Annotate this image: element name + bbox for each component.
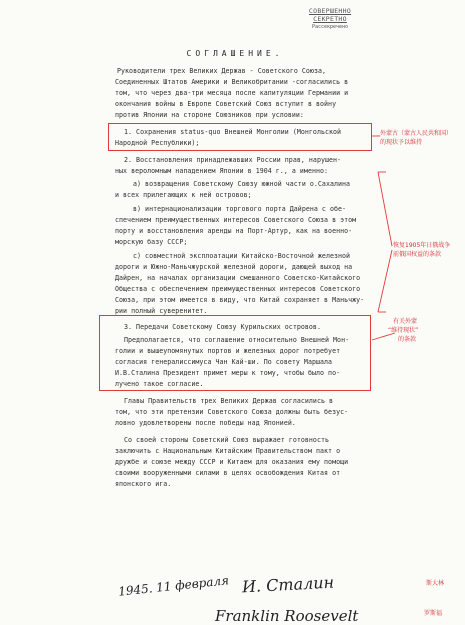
- body-line: а) возвращения Советскому Союзу южной части о.Сахалина: [133, 180, 351, 188]
- body-line: голии и вышеупомянутых портов и железных дорог потребует: [115, 347, 341, 355]
- annotation-text: 恢复1905年日俄战争: [393, 242, 451, 249]
- body-line: 2. Восстановления принадлежавших России прав, нарушен-: [124, 156, 342, 164]
- annotation-text: 外蒙古（蒙古人民共和国）: [380, 130, 453, 137]
- body-line: Предполагается, что соглашение относительно Внешней Мон-: [124, 336, 350, 344]
- annotation-text: 前俄国权益的条款: [393, 251, 442, 258]
- body-line: согласия генералиссимуса Чан Кай-ши. По совету Маршала: [115, 358, 333, 366]
- signature-stalin: И. Сталин: [241, 572, 335, 597]
- annotation-text: 有关外蒙: [393, 318, 418, 325]
- body-line: том, что через два-три месяца после капитуляции Германии и: [115, 89, 349, 97]
- body-line: спечением преимущественных интересов Советского Союза в этом: [115, 216, 357, 224]
- body-line: дороги и Южно-Маньчжурской железной дороги, дающей выход на: [115, 263, 353, 271]
- body-line: с) совместной эксплоатации Китайско-Восточной железной: [133, 252, 351, 260]
- body-line: дружбе и союзе между СССР и Китаем для оказания ему помощи: [115, 458, 349, 466]
- annotation-text: 的现状予以维持: [380, 139, 423, 146]
- body-line: том, что эти претензии Советского Союза должны быть безус-: [115, 408, 349, 416]
- body-line: ловно удовлетворены после победы над Японией.: [115, 419, 296, 427]
- body-line: своими вооруженными силами в целях освобождения Китая от: [115, 469, 341, 477]
- body-line: лучено такое согласие.: [115, 380, 204, 388]
- body-line: Со своей стороны Советский Союз выражает готовность: [124, 436, 330, 444]
- body-line: порту и восстановления аренды на Порт-Артур, как на военно-: [115, 227, 353, 235]
- body-line: рии полный суверенитет.: [115, 307, 208, 315]
- classification-label: СОВЕРШЕННО СЕКРЕТНО: [308, 7, 352, 23]
- body-line: и всех прилегающих к ней островов;: [115, 191, 252, 199]
- body-line: Главы Правительств трех Великих Держав согласились в: [124, 397, 334, 405]
- signature-date: 1945. 11 февраля: [117, 573, 230, 599]
- declassified-label: Рассекречено: [311, 24, 349, 30]
- body-line: против Японии на стороне Союзников при условии:: [115, 111, 304, 119]
- annotation-text: “维持现状”: [388, 327, 419, 334]
- body-line: Соединенных Штатов Америки и Великобритании -согласились в: [115, 78, 349, 86]
- body-line: Народной Республики);: [115, 139, 200, 147]
- body-line: Общества с обеспечением преимущественных интересов Советского: [115, 285, 361, 293]
- leader-1904-upper: [378, 172, 392, 246]
- body-line: Руководители трех Великих Держав - Советского Союза,: [117, 67, 327, 75]
- annotation-text: 斯大林: [426, 580, 445, 587]
- signature-roosevelt: Franklin Roosevelt: [215, 607, 359, 625]
- body-line: морскую базу СССР;: [115, 238, 188, 246]
- body-line: японского ига.: [115, 480, 172, 488]
- document-title: СОГЛАШЕНИЕ.: [186, 49, 284, 58]
- body-line: Дайрен, на началах организации смешанного Советско-Китайского: [115, 274, 361, 282]
- leader-1904-lower: [378, 250, 392, 312]
- body-line: ных вероломным нападением Японии в 1904 г., а именно:: [115, 167, 329, 175]
- body-line: 1. Сохранения status-quo Внешней Монголии (Монгольской: [124, 128, 342, 136]
- annotation-text: 的条款: [398, 336, 417, 343]
- body-line: Союза, при этом имеется в виду, что Китай сохраняет в Маньчжу-: [115, 296, 365, 304]
- body-line: окончания войны в Европе Советский Союз вступит в войну: [115, 100, 337, 108]
- annotation-text: 罗斯福: [424, 610, 443, 617]
- body-line: И.В.Сталина Президент примет меры к тому, чтобы было по-: [115, 369, 341, 377]
- body-line: в) интернационализации торгового порта Дайрена с обе-: [133, 205, 347, 213]
- body-line: заключить с Национальным Китайским Правительством пакт о: [115, 447, 341, 455]
- body-line: 3. Передачи Советскому Союзу Курильских островов.: [124, 323, 321, 331]
